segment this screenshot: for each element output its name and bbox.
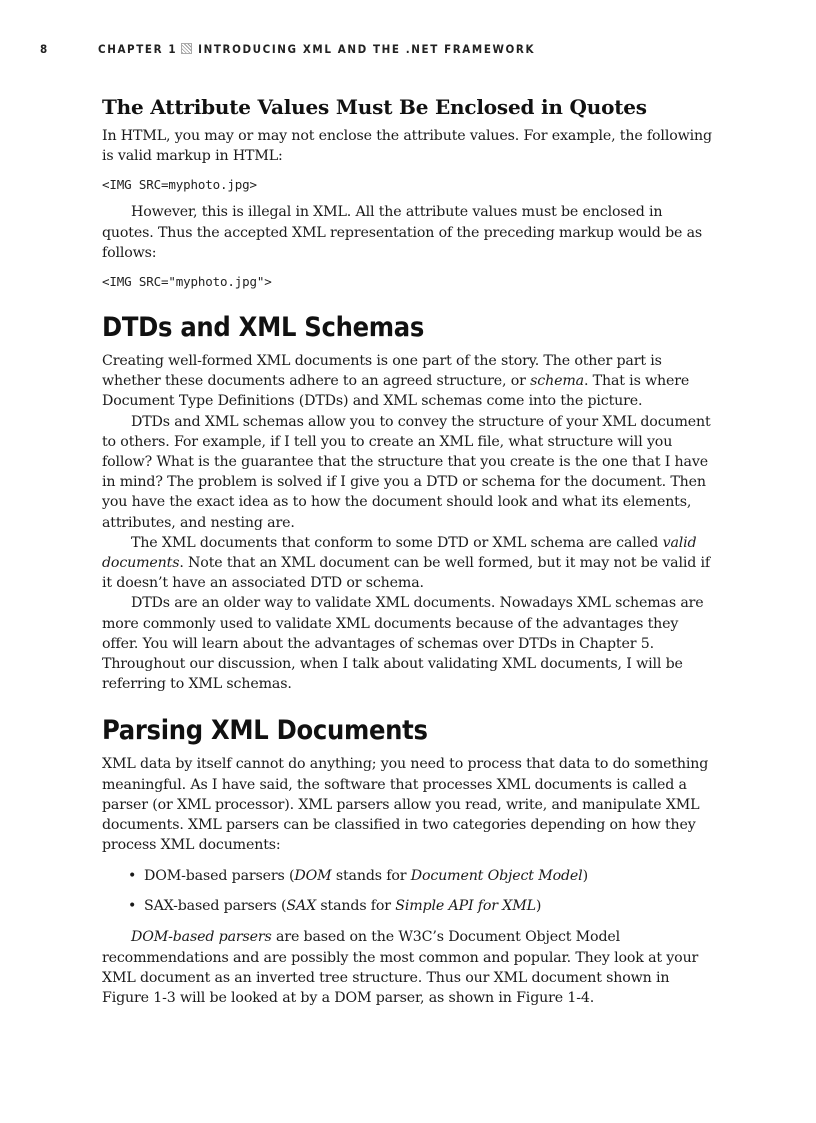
text: are based on the W3C’s Document Object Model recommendations and are possibly the most common and popular. They look at your XML document as an inverted tree structure. Thus our XML document shown in Figure 1-3 will be looked at by a DOM parser, as shown in Figure 1-4. [102, 929, 699, 1007]
code-sample: <IMG SRC=myphoto.jpg> [102, 177, 257, 193]
text: ) [582, 868, 588, 885]
text: . Note that an XML document can be well formed, but it may not be valid if it doesn’t have an associated DTD or schema. [102, 555, 710, 592]
emphasis: schema [530, 373, 584, 390]
list-item [102, 866, 718, 886]
paragraph: DTDs and XML schemas allow you to convey the structure of your XML document to others. For example, if I tell you to create an XML file, what structure will you follow? What is the guarantee that the structure that you create is the one that I have in mind? The problem is solved if I give you a DTD or schema for the document. Then you have the exact idea as to how the document should look and what its elements, attributes, and nesting are. [102, 413, 711, 531]
subsection-heading-quotes: The Attribute Values Must Be Enclosed in Quotes [102, 95, 647, 119]
text: ) [535, 898, 542, 915]
page-number: 8 [40, 42, 49, 56]
text: Creating well-formed XML documents is one part of the story. The other part is whether these documents adhere to an agreed structure, or [102, 353, 662, 390]
emphasis: DOM [294, 868, 332, 885]
running-header [40, 42, 776, 60]
paragraph [102, 351, 718, 412]
emphasis: DOM-based parsers [131, 929, 272, 946]
paragraph: However, this is illegal in XML. All the attribute values must be enclosed in quotes. Thus the accepted XML representation of the preceding markup would be as follows: [102, 204, 703, 261]
emphasis: Document Object Model [410, 868, 583, 885]
text: stands for [331, 868, 411, 885]
text: The XML documents that conform to some DTD or XML schema are called [131, 534, 663, 551]
chapter-name: INTRODUCING XML AND THE .NET FRAMEWORK [198, 42, 536, 56]
paragraph: DTDs are an older way to validate XML documents. Nowadays XML schemas are more commonly used to validate XML documents because of the advantages they offer. You will learn about the advantages of schemas over DTDs in Chapter 5. Throughout our discussion, when I talk about validating XML documents, I will be referring to XML schemas. [102, 595, 704, 693]
section-heading-parsing: Parsing XML Documents [102, 715, 428, 747]
paragraph [102, 927, 718, 1008]
paragraph [102, 533, 718, 594]
text: stands for [316, 898, 396, 915]
text: . That is where Document Type Definitions (DTDs) and XML schemas come into the picture. [102, 373, 690, 410]
emphasis: SAX [286, 898, 317, 915]
emphasis: valid documents [102, 534, 697, 572]
text: SAX-based parsers ( [144, 898, 287, 915]
bullet-icon: • [128, 868, 137, 885]
section-heading-dtds: DTDs and XML Schemas [102, 312, 425, 344]
chapter-title [98, 42, 535, 56]
emphasis: Simple API for XML [395, 898, 536, 915]
list-item [102, 896, 718, 916]
parser-list [102, 866, 718, 916]
paragraph: XML data by itself cannot do anything; you need to process that data to do something meaningful. As I have said, the software that processes XML documents is called a parser (or XML processor). XML parsers allow you read, write, and manipulate XML documents. XML parsers can be classified in two categories depending on how they process XML documents: [102, 756, 709, 854]
text: DOM-based parsers ( [144, 868, 295, 885]
code-sample: <IMG SRC="myphoto.jpg"> [102, 274, 272, 290]
chapter-label: CHAPTER 1 [98, 42, 178, 56]
paragraph: In HTML, you may or may not enclose the attribute values. For example, the following is valid markup in HTML: [102, 128, 712, 165]
page-body [102, 94, 718, 1008]
bullet-icon: • [128, 898, 137, 915]
separator-icon [181, 43, 192, 54]
